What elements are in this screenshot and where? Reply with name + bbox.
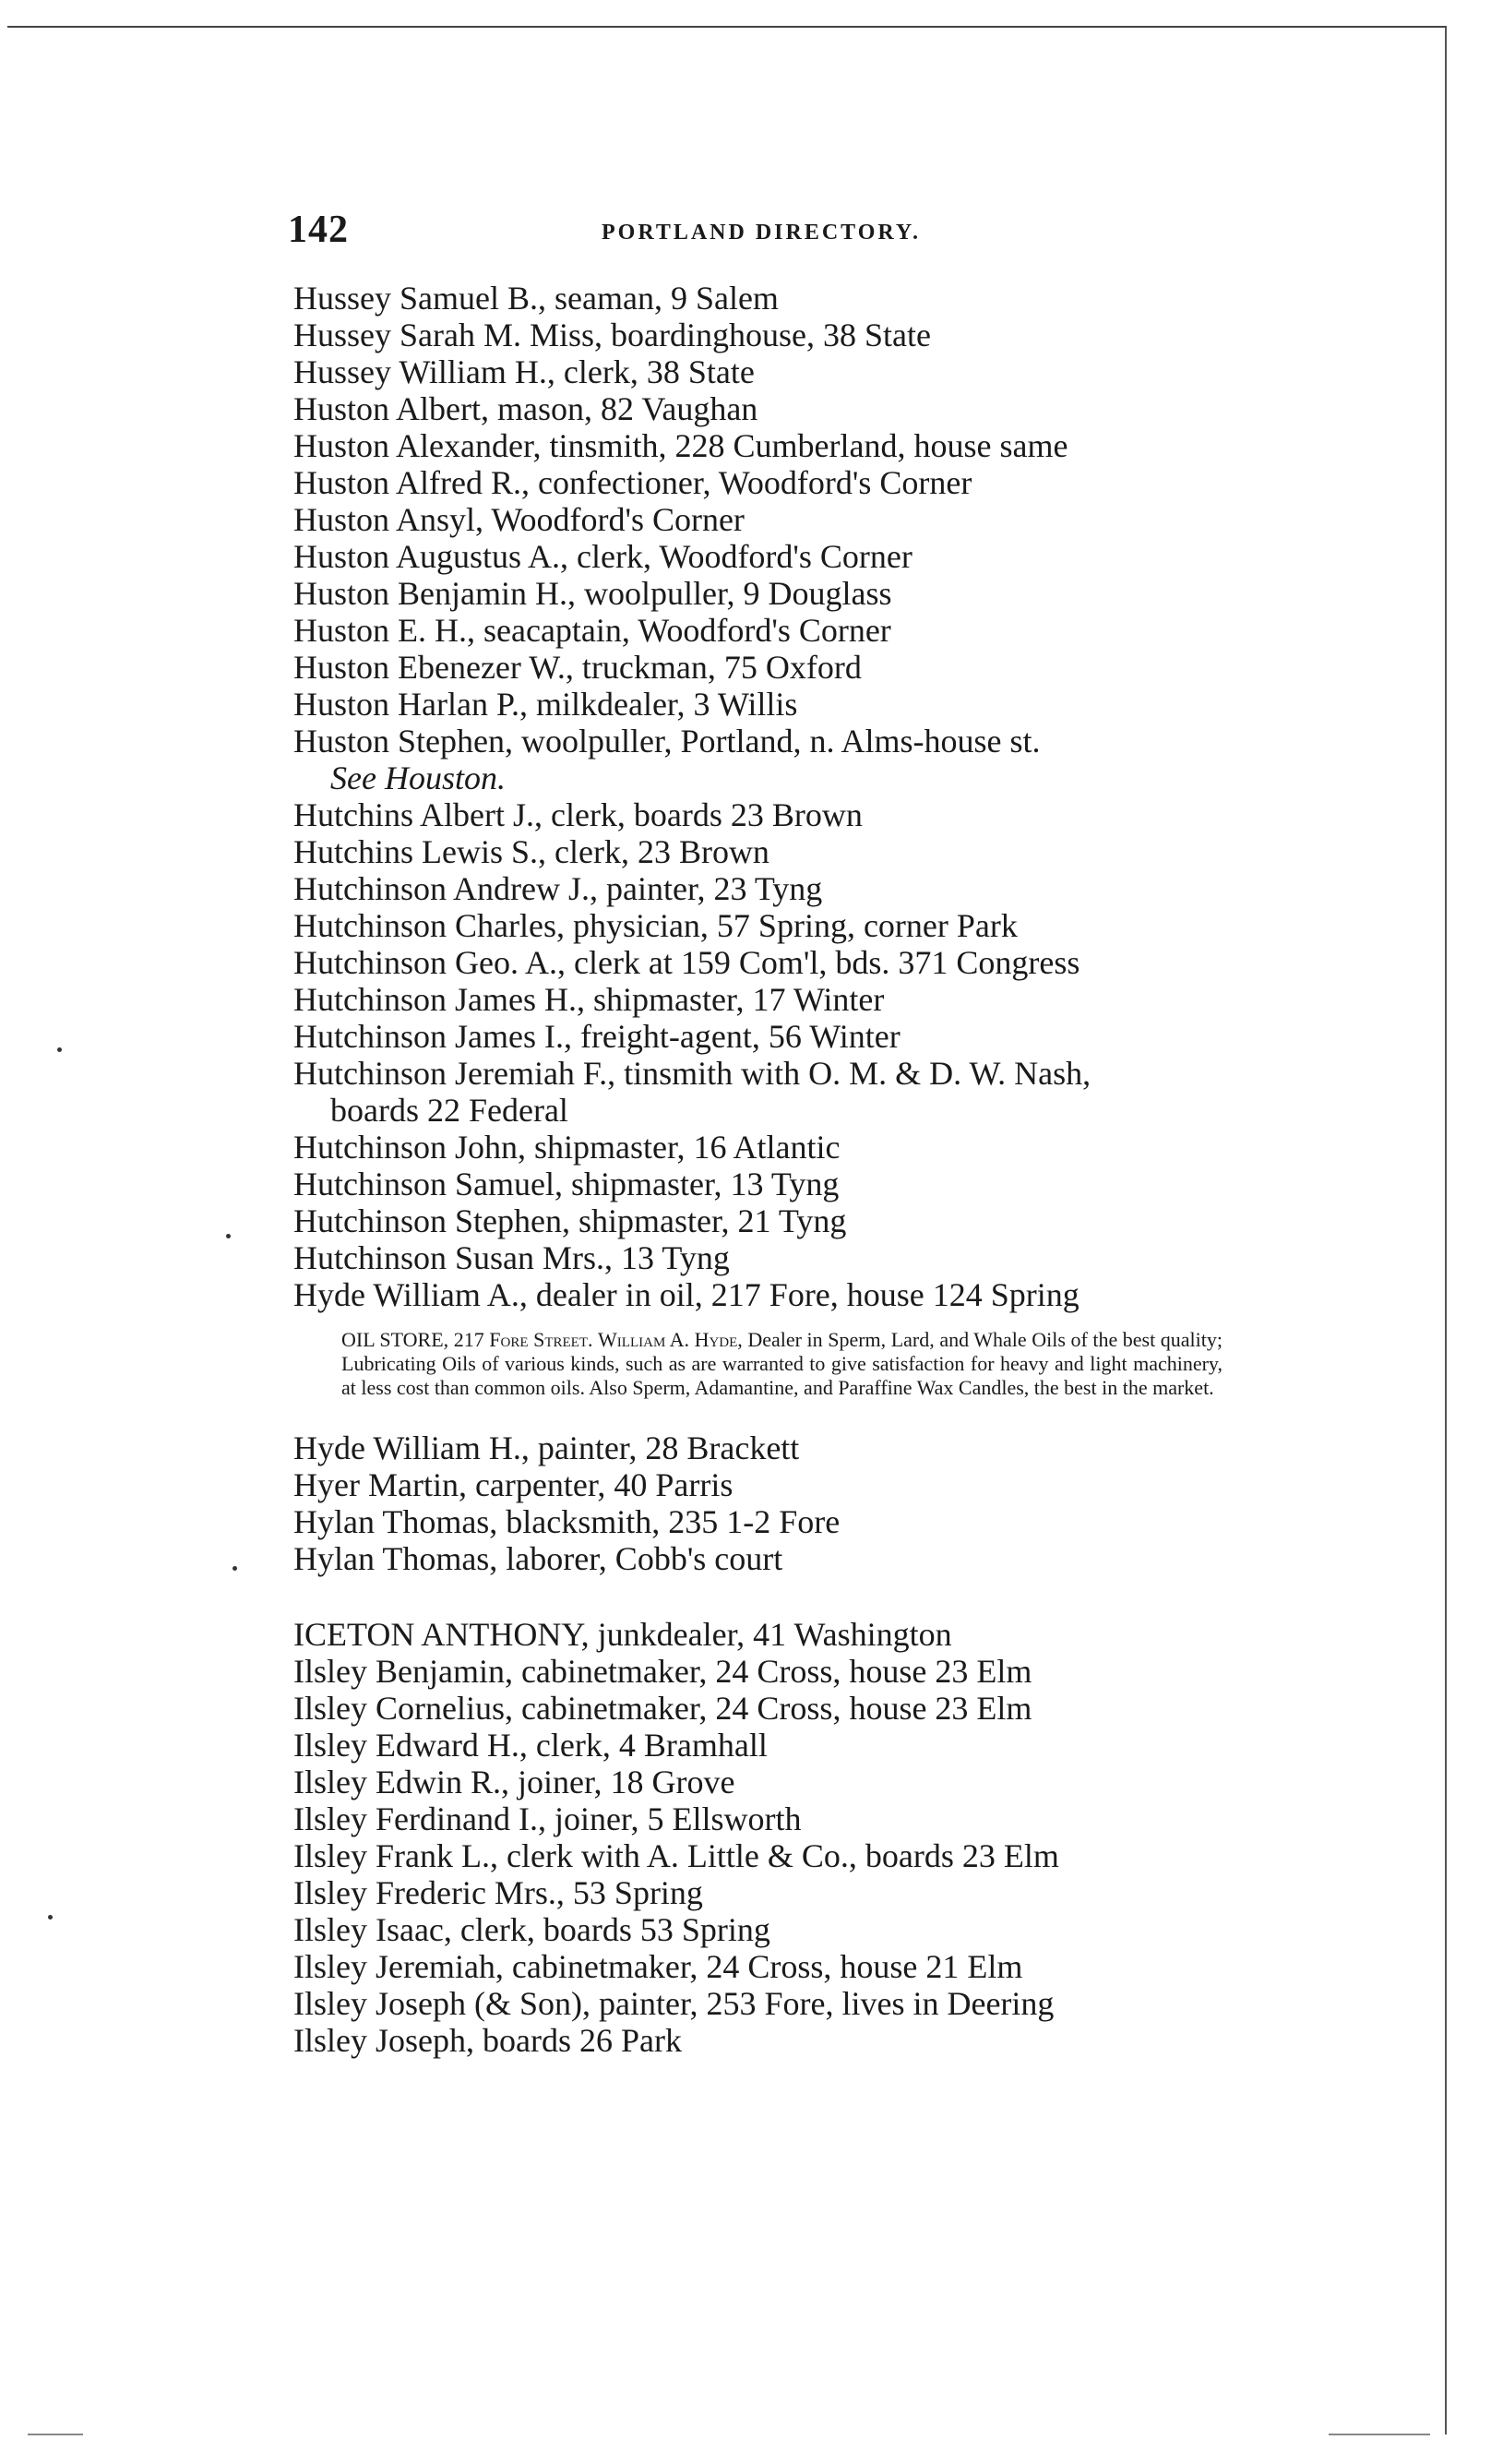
list-item: Hussey Sarah M. Miss, boardinghouse, 38 State <box>293 317 931 353</box>
advert-dealer-name: William A. Hyde, <box>598 1328 743 1351</box>
advert-body: Dealer in Sperm, Lard, and Whale Oils of the best quality; Lubricating Oils of various kinds, such as are warranted to give satisfaction for heavy and light machinery, at less cost than common oils. Also Sperm, Adamantine, and Paraffine Wax Candles, the best in the market. <box>341 1328 1223 1399</box>
list-item: Hutchinson Samuel, shipmaster, 13 Tyng <box>293 1166 840 1202</box>
ink-speck <box>57 1047 62 1052</box>
scan-smudge <box>28 2434 83 2435</box>
list-item: Hutchins Albert J., clerk, boards 23 Brown <box>293 796 863 833</box>
list-item: Hyde William A., dealer in oil, 217 Fore, house 124 Spring <box>293 1276 1080 1313</box>
list-item: Ilsley Frederic Mrs., 53 Spring <box>293 1874 703 1911</box>
list-item: Ilsley Edward H., clerk, 4 Bramhall <box>293 1727 768 1764</box>
list-item: Huston Alfred R., confectioner, Woodford's Corner <box>293 464 972 501</box>
list-item: Huston Harlan P., milkdealer, 3 Willis <box>293 686 798 723</box>
list-item: Ilsley Edwin R., joiner, 18 Grove <box>293 1764 735 1800</box>
list-item: Hutchinson James I., freight-agent, 56 Winter <box>293 1018 901 1055</box>
list-item: Hutchinson Andrew J., painter, 23 Tyng <box>293 870 823 907</box>
list-item: Hylan Thomas, laborer, Cobb's court <box>293 1540 783 1577</box>
page-header <box>0 208 1503 254</box>
list-item: Ilsley Isaac, clerk, boards 53 Spring <box>293 1911 770 1948</box>
oil-store-advertisement <box>341 1328 1223 1400</box>
list-item: Huston Stephen, woolpuller, Portland, n. Alms-house st. <box>293 723 1041 760</box>
list-item: Huston Albert, mason, 82 Vaughan <box>293 390 758 427</box>
list-item: Huston E. H., seacaptain, Woodford's Corner <box>293 612 891 649</box>
list-item: Hyer Martin, carpenter, 40 Parris <box>293 1466 734 1503</box>
list-item: Hutchinson Charles, physician, 57 Spring, corner Park <box>293 907 1018 944</box>
list-item: Hutchinson Stephen, shipmaster, 21 Tyng <box>293 1202 847 1239</box>
list-item: Ilsley Jeremiah, cabinetmaker, 24 Cross, house 21 Elm <box>293 1948 1023 1985</box>
scan-smudge <box>1329 2434 1430 2435</box>
list-item: Hussey Samuel B., seaman, 9 Salem <box>293 280 779 317</box>
list-item: Hussey William H., clerk, 38 State <box>293 353 755 390</box>
ink-speck <box>48 1915 53 1920</box>
running-title: PORTLAND DIRECTORY. <box>602 221 922 245</box>
list-item: Hutchinson James H., shipmaster, 17 Winter <box>293 981 885 1018</box>
list-item: Ilsley Frank L., clerk with A. Little & Co., boards 23 Elm <box>293 1837 1059 1874</box>
list-item: Ilsley Benjamin, cabinetmaker, 24 Cross, house 23 Elm <box>293 1653 1032 1690</box>
cross-reference: See Houston. <box>330 760 506 796</box>
list-item: Huston Augustus A., clerk, Woodford's Corner <box>293 538 913 575</box>
list-item: Hutchins Lewis S., clerk, 23 Brown <box>293 833 769 870</box>
list-item: Hutchinson John, shipmaster, 16 Atlantic <box>293 1129 841 1166</box>
list-item: Huston Benjamin H., woolpuller, 9 Douglass <box>293 575 892 612</box>
ink-speck <box>226 1234 231 1238</box>
list-item: Ilsley Ferdinand I., joiner, 5 Ellsworth <box>293 1800 802 1837</box>
list-item: Ilsley Cornelius, cabinetmaker, 24 Cross, house 23 Elm <box>293 1690 1032 1727</box>
list-item: Hutchinson Geo. A., clerk at 159 Com'l, bds. 371 Congress <box>293 944 1080 981</box>
ink-speck <box>233 1566 237 1571</box>
list-item: Hutchinson Susan Mrs., 13 Tyng <box>293 1239 730 1276</box>
advert-heading: OIL STORE, 217 Fore Street. <box>341 1328 593 1351</box>
page-number: 142 <box>288 209 349 251</box>
list-item: Hylan Thomas, blacksmith, 235 1-2 Fore <box>293 1503 841 1540</box>
list-item-continuation: boards 22 Federal <box>330 1092 568 1129</box>
list-item: Ilsley Joseph, boards 26 Park <box>293 2022 682 2059</box>
directory-listing <box>293 280 1354 2059</box>
list-item: ICETON ANTHONY, junkdealer, 41 Washington <box>293 1616 952 1653</box>
list-item: Hyde William H., painter, 28 Brackett <box>293 1429 800 1466</box>
list-item: Hutchinson Jeremiah F., tinsmith with O. M. & D. W. Nash, <box>293 1055 1091 1092</box>
list-item: Huston Alexander, tinsmith, 228 Cumberland, house same <box>293 427 1068 464</box>
list-item: Huston Ebenezer W., truckman, 75 Oxford <box>293 649 862 686</box>
list-item: Ilsley Joseph (& Son), painter, 253 Fore, lives in Deering <box>293 1985 1055 2022</box>
list-item: Huston Ansyl, Woodford's Corner <box>293 501 745 538</box>
